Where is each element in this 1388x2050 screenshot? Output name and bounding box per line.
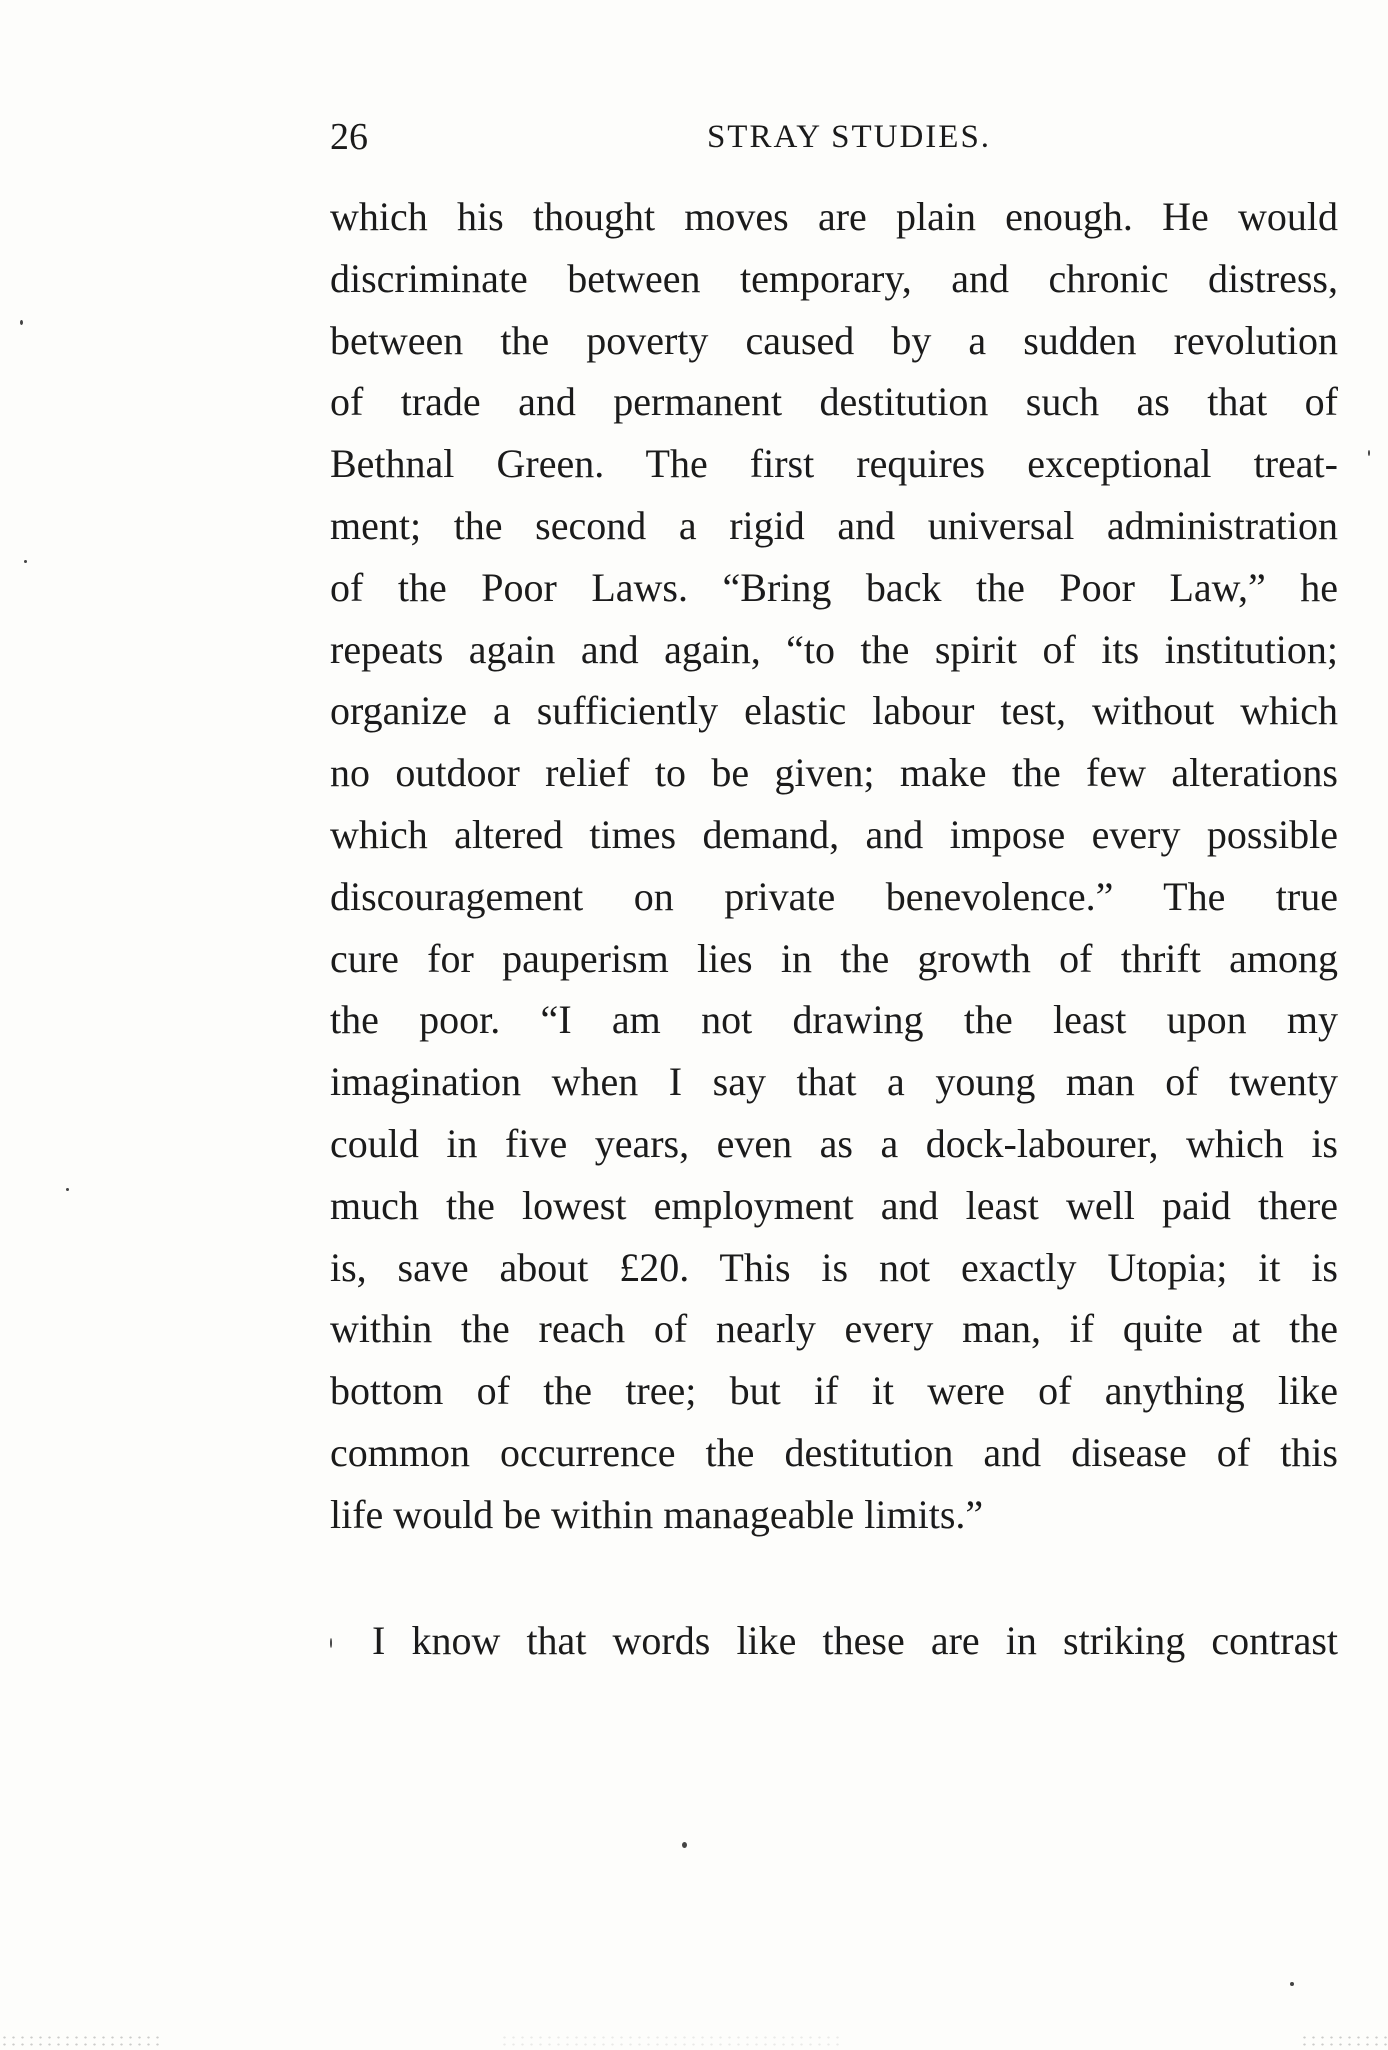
text-line: which altered times demand, and impose every possible <box>330 811 1338 857</box>
scan-edge-noise <box>0 2034 160 2050</box>
page-number: 26 <box>330 116 368 158</box>
second-paragraph <box>330 1610 1338 1672</box>
text-line: discouragement on private benevolence.” The true <box>330 873 1338 919</box>
text-line: is, save about £20. This is not exactly Utopia; it is <box>330 1244 1338 1290</box>
scan-edge-noise <box>1300 2034 1388 2050</box>
scan-speck <box>682 1842 687 1848</box>
text-line: between the poverty caused by a sudden revolution <box>330 317 1338 363</box>
text-line: ment; the second a rigid and universal administration <box>330 502 1338 548</box>
scan-speck <box>24 560 27 563</box>
running-head: STRAY STUDIES. <box>706 119 992 155</box>
body-paragraph <box>330 186 1338 1546</box>
text-line: repeats again and again, “to the spirit of its institution; <box>330 626 1338 672</box>
text-line: within the reach of nearly every man, if quite at the <box>330 1306 1338 1352</box>
text-line: imagination when I say that a young man of twenty <box>330 1059 1338 1105</box>
scan-speck <box>1290 1982 1294 1986</box>
text-line: the poor. “I am not drawing the least upon my <box>330 997 1338 1043</box>
text-line: organize a sufficiently elastic labour test, without which <box>330 688 1338 734</box>
text-line: of the Poor Laws. “Bring back the Poor Law,” he <box>330 564 1338 610</box>
scan-speck <box>1368 450 1370 456</box>
text-line: common occurrence the destitution and disease of this <box>330 1429 1338 1475</box>
scan-speck <box>66 1188 69 1191</box>
text-line: I know that words like these are in striking contrast <box>372 1618 1338 1663</box>
text-line: no outdoor relief to be given; make the few alterations <box>330 750 1338 796</box>
page-header <box>330 112 1338 162</box>
text-line: much the lowest employment and least well paid there <box>330 1182 1338 1228</box>
text-line: discriminate between temporary, and chronic distress, <box>330 255 1338 301</box>
text-line: could in five years, even as a dock-labourer, which is <box>330 1120 1338 1166</box>
scan-edge-noise <box>500 2034 840 2050</box>
scan-speck <box>20 320 23 325</box>
text-line: Bethnal Green. The first requires exceptional treat- <box>330 441 1338 487</box>
text-line: bottom of the tree; but if it were of anything like <box>330 1368 1338 1414</box>
text-line: cure for pauperism lies in the growth of thrift among <box>330 935 1338 981</box>
text-line: of trade and permanent destitution such as that of <box>330 379 1338 425</box>
text-line: which his thought moves are plain enough. He would <box>330 194 1338 239</box>
scan-speck <box>330 1638 332 1648</box>
text-line: life would be within manageable limits.” <box>330 1491 984 1537</box>
